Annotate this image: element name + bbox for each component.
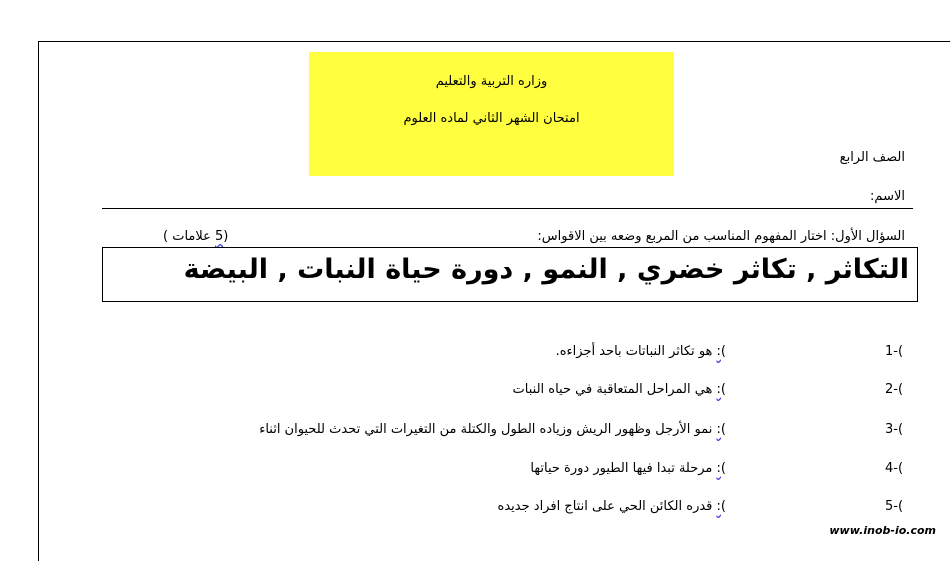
concepts-list: التكاثر , تكاثر خضري , النمو , دورة حياة النبات , البيضة (183, 254, 909, 285)
item-text (513, 382, 726, 397)
marks-word: علامات ) (163, 229, 216, 244)
item-close-paren: ) (720, 422, 726, 437)
item-close-paren: ) (720, 382, 726, 397)
marks-label (163, 229, 228, 244)
header-box (309, 52, 674, 176)
item-colon: : (716, 461, 721, 476)
item-colon: : (716, 499, 721, 514)
ministry-title: وزاره التربية والتعليم (435, 74, 548, 89)
item-number: 1-( (885, 344, 904, 359)
item-definition: نمو الأرجل وظهور الريش وزياده الطول والكتلة من التغيرات التي تحدث للحيوان اثناء (259, 422, 717, 437)
item-number: 5-( (885, 499, 904, 514)
grade-label: الصف الرابع (839, 150, 905, 165)
item-colon: : (716, 422, 721, 437)
item-text (498, 499, 726, 514)
item-close-paren: ) (720, 499, 726, 514)
item-close-paren: ) (720, 461, 726, 476)
item-number: 2-( (885, 382, 904, 397)
name-label: الاسم: (870, 189, 905, 204)
item-definition: هي المراحل المتعاقبة في حياه النبات (512, 382, 717, 397)
item-definition: هو تكاثر النباتات باحد أجزاءه. (555, 344, 717, 359)
item-number: 4-( (885, 461, 904, 476)
marks-open: ( (223, 229, 229, 244)
item-colon: : (716, 344, 721, 359)
item-text (259, 422, 726, 437)
item-definition: مرحلة تبدا فيها الطيور دورة حياتها (530, 461, 717, 476)
item-close-paren: ) (720, 344, 726, 359)
item-text (556, 344, 726, 359)
exam-title: امتحان الشهر الثاني لماده العلوم (403, 111, 580, 126)
item-number: 3-( (885, 422, 904, 437)
watermark: www.inob-io.com (829, 524, 936, 537)
question-title: السؤال الأول: اختار المفهوم المناسب من المربع وضعه بين الاقواس: (537, 229, 905, 244)
item-colon: : (716, 382, 721, 397)
item-definition: قدره الكائن الحي على انتاج افراد جديده (497, 499, 717, 514)
marks-number: 5 (215, 229, 224, 244)
item-text (530, 461, 726, 476)
name-underline (102, 208, 913, 209)
concepts-box (102, 247, 918, 302)
